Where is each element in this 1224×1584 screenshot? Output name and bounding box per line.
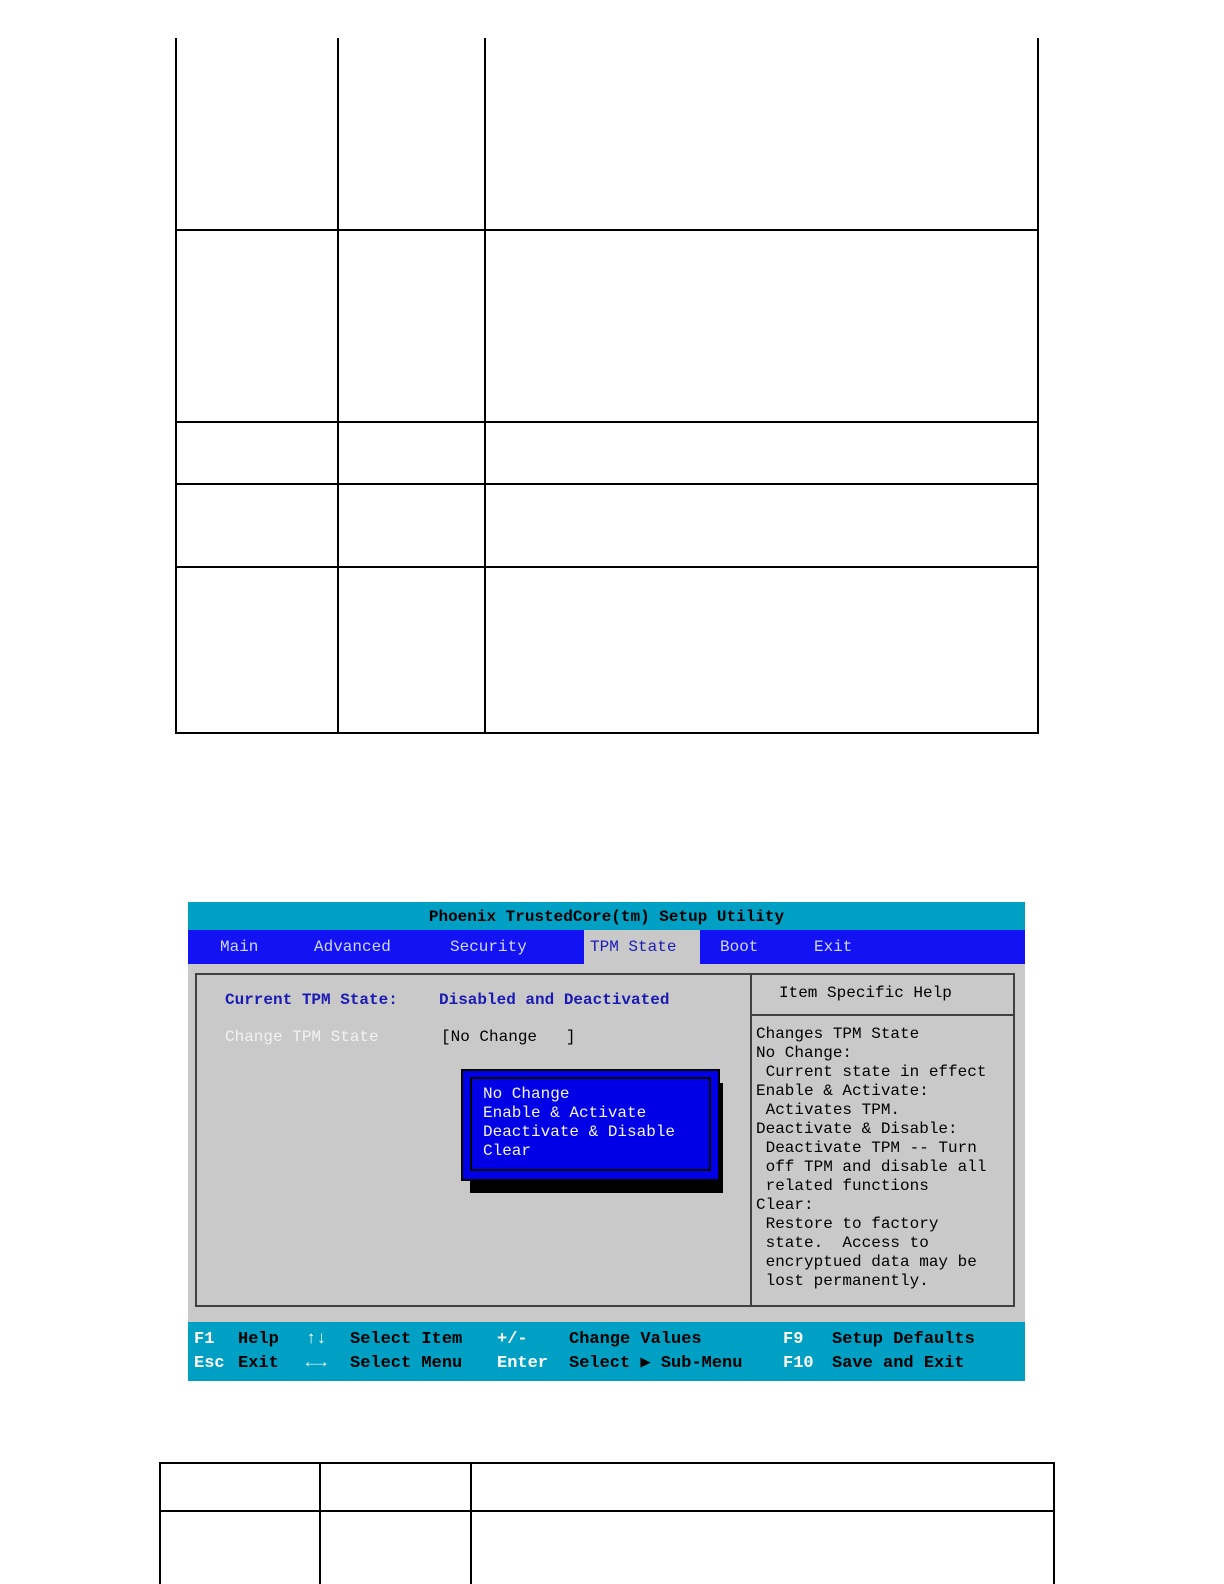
menu-boot[interactable]: Boot: [720, 938, 759, 956]
option-enable-activate[interactable]: Enable & Activate: [483, 1104, 647, 1122]
menu-advanced[interactable]: Advanced: [314, 938, 391, 956]
help-line: Restore to factory: [756, 1215, 939, 1233]
menu-tpm-state[interactable]: TPM State: [584, 930, 700, 964]
footer-desc: Select Menu: [350, 1354, 463, 1373]
help-title: Item Specific Help: [779, 984, 952, 1002]
footer-key: Enter: [497, 1354, 549, 1373]
current-tpm-state-value: Disabled and Deactivated: [439, 991, 670, 1009]
help-line: lost permanently.: [756, 1272, 929, 1290]
footer-key: F1: [194, 1330, 215, 1349]
panel-divider: [750, 973, 752, 1307]
option-deactivate-disable[interactable]: Deactivate & Disable: [483, 1123, 676, 1141]
footer-key: Esc: [194, 1354, 225, 1373]
bios-footer-keys: [188, 1322, 1025, 1381]
help-title-divider: [752, 1014, 1015, 1016]
option-no-change[interactable]: No Change: [483, 1085, 570, 1103]
help-line: Changes TPM State: [756, 1025, 920, 1043]
bios-menu-bar: [188, 930, 1025, 964]
help-line: Deactivate & Disable:: [756, 1120, 958, 1138]
help-line: state. Access to: [756, 1234, 929, 1252]
change-tpm-state-label[interactable]: Change TPM State: [225, 1028, 379, 1046]
footer-key: F9: [783, 1330, 804, 1349]
footer-desc: Change Values: [569, 1330, 702, 1349]
footer-key: +/-: [497, 1330, 528, 1349]
help-line: Current state in effect: [756, 1063, 987, 1081]
option-clear[interactable]: Clear: [483, 1142, 532, 1160]
footer-desc: Select ▶ Sub-Menu: [569, 1354, 743, 1373]
bios-setup-screenshot: [188, 902, 1025, 1381]
tpm-state-options-popup: [461, 1069, 720, 1181]
footer-desc: Help: [238, 1330, 279, 1349]
footer-desc: Save and Exit: [832, 1354, 965, 1373]
help-line: Deactivate TPM -- Turn: [756, 1139, 977, 1157]
help-line: Activates TPM.: [756, 1101, 901, 1119]
help-line: Clear:: [756, 1196, 814, 1214]
footer-key: F10: [783, 1354, 814, 1373]
help-line: Enable & Activate:: [756, 1082, 929, 1100]
change-tpm-state-value[interactable]: [No Change ]: [441, 1028, 576, 1046]
footer-desc: Exit: [238, 1354, 279, 1373]
menu-exit[interactable]: Exit: [814, 938, 853, 956]
footer-desc: Select Item: [350, 1330, 463, 1349]
help-line: No Change:: [756, 1044, 853, 1062]
help-line: off TPM and disable all: [756, 1158, 987, 1176]
menu-main[interactable]: Main: [220, 938, 259, 956]
help-line: related functions: [756, 1177, 929, 1195]
footer-desc: Setup Defaults: [832, 1330, 975, 1349]
bios-title: Phoenix TrustedCore(tm) Setup Utility: [188, 902, 1025, 930]
footer-key: ↑↓: [306, 1330, 327, 1349]
current-tpm-state-label: Current TPM State:: [225, 991, 398, 1009]
menu-security[interactable]: Security: [450, 938, 527, 956]
help-line: encryptued data may be: [756, 1253, 977, 1271]
footer-key: ←→: [306, 1354, 327, 1373]
